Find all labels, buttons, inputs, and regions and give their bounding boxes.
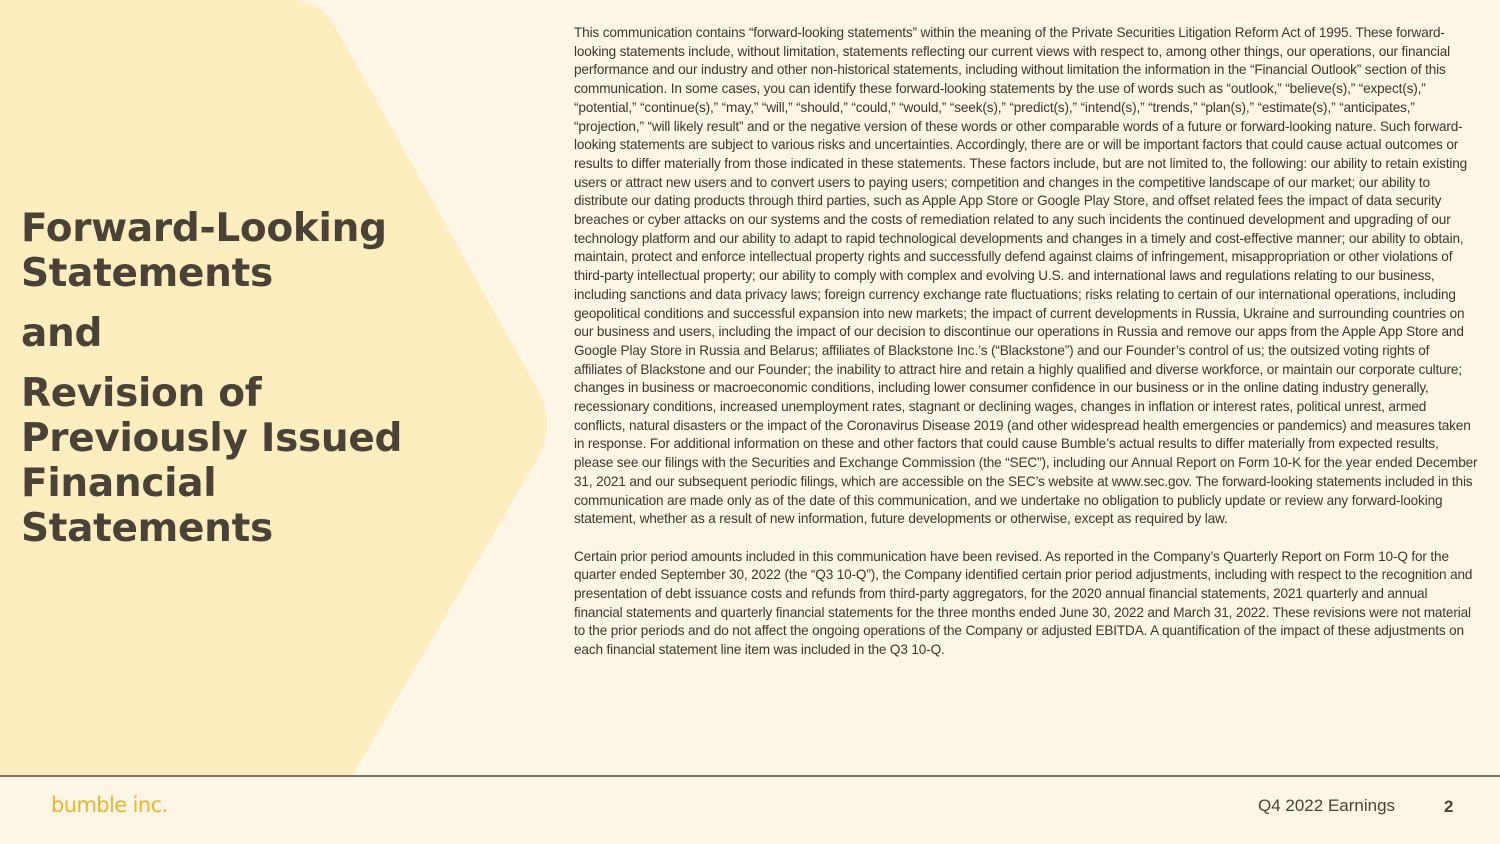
revision-paragraph: Certain prior period amounts included in this communication have been revised. As reported in the Company’s Quarterly Report on Form 10-Q for the quarter ended September 30, 2022 (the “Q3 10-Q”), the Company identified certain prior period adjustments, including with respect to the recognition and presentation of debt issuance costs and refunds from third-party aggregators, for the 2020 annual financial statements, 2021 quarterly and annual financial statements and quarterly financial statements for the three months ended June 30, 2022 and March 31, 2022. These revisions were not material to the prior periods and do not affect the ongoing operations of the Company or adjusted EBITDA. A quantification of the impact of these adjustments on each financial statement line item was included in the Q3 10-Q. xyxy=(574,548,1473,658)
title-line-6: Financial Statements xyxy=(21,461,273,551)
title-line-2: Statements xyxy=(21,251,273,296)
title-line-4: Revision of xyxy=(21,371,262,416)
title-line-5: Previously Issued xyxy=(21,416,403,461)
slide-title xyxy=(21,206,461,551)
title-line-1: Forward-Looking xyxy=(21,206,387,251)
title-line-3: and xyxy=(21,311,103,356)
footer-divider xyxy=(0,775,1500,777)
forward-looking-paragraph: This communication contains “forward-looking statements” within the meaning of the Private Securities Litigation Reform Act of 1995. These forward-looking statements include, without limitation, statements reflecting our current views with respect to, among other things, our operations, our financial performance and our industry and other non-historical statements, including without limitation the information in the “Financial Outlook” section of this communication. In some cases, you can identify these forward-looking statements by the use of words such as “outlook,” “believe(s),” “expect(s),” “potential,” “continue(s),” “may,” “will,” “should,” “could,” “would,” “seek(s),” “predict(s),” “intend(s),” “trends,” “plan(s),” “estimate(s),” “anticipates,” “projection,” “will likely result” and or the negative version of these words or other comparable words of a future or forward-looking nature. Such forward-looking statements are subject to various risks and uncertainties. Accordingly, there are or will be important factors that could cause actual outcomes or results to differ materially from those indicated in these statements. These factors include, but are not limited to, the following: our ability to retain existing users or attract new users and to convert users to paying users; competition and changes in the competitive landscape of our market; our ability to distribute our dating products through third parties, such as Apple App Store or Google Play Store, and offset related fees the impact of data security breaches or cyber attacks on our systems and the costs of remediation related to any such incidents the continued development and upgrading of our technology platform and our ability to adapt to rapid technological developments and changes in a timely and cost-effective manner; our ability to obtain, maintain, protect and enforce intellectual property rights and successfully defend against claims of infringement, misappropriation or other violations of third-party intellectual property; our ability to comply with complex and evolving U.S. and international laws and regulations relating to our business, including sanctions and data privacy laws; foreign currency exchange rate fluctuations; risks relating to certain of our international operations, including geopolitical conditions and successful expansion into new markets; the impact of current developments in Russia, Ukraine and surrounding countries on our business and users, including the impact of our decision to discontinue our operations in Russia and remove our apps from the Apple App Store and Google Play Store in Russia and Belarus; affiliates of Blackstone Inc.’s (“Blackstone”) and our Founder’s control of us; the outsized voting rights of affiliates of Blackstone and our Founder; the inability to attract hire and retain a highly qualified and diverse workforce, or maintain our corporate culture; changes in business or macroeconomic conditions, including lower consumer confidence in our business or in the online dating industry generally, recessionary conditions, increased unemployment rates, stagnant or declining wages, changes in inflation or interest rates, political unrest, armed conflicts, natural disasters or the impact of the Coronavirus Disease 2019 (and other widespread health emergencies or pandemics) and measures taken in response. For additional information on these and other factors that could cause Bumble’s actual results to differ materially from expected results, please see our filings with the Securities and Exchange Commission (the “SEC”), including our Annual Report on Form 10-K for the year ended December 31, 2021 and our subsequent periodic filings, which are accessible on the SEC’s website at www.sec.gov. The forward-looking statements included in this communication are made only as of the date of this communication, and we undertake no obligation to publicly update or review any forward-looking statement, whether as a result of new information, future developments or otherwise, except as required by law. xyxy=(574,25,1478,527)
disclaimer-body xyxy=(574,24,1479,660)
footer-label: Q4 2022 Earnings xyxy=(1258,796,1396,815)
bumble-logo: bumble inc. xyxy=(51,793,168,817)
page-number: 2 xyxy=(1444,797,1454,816)
